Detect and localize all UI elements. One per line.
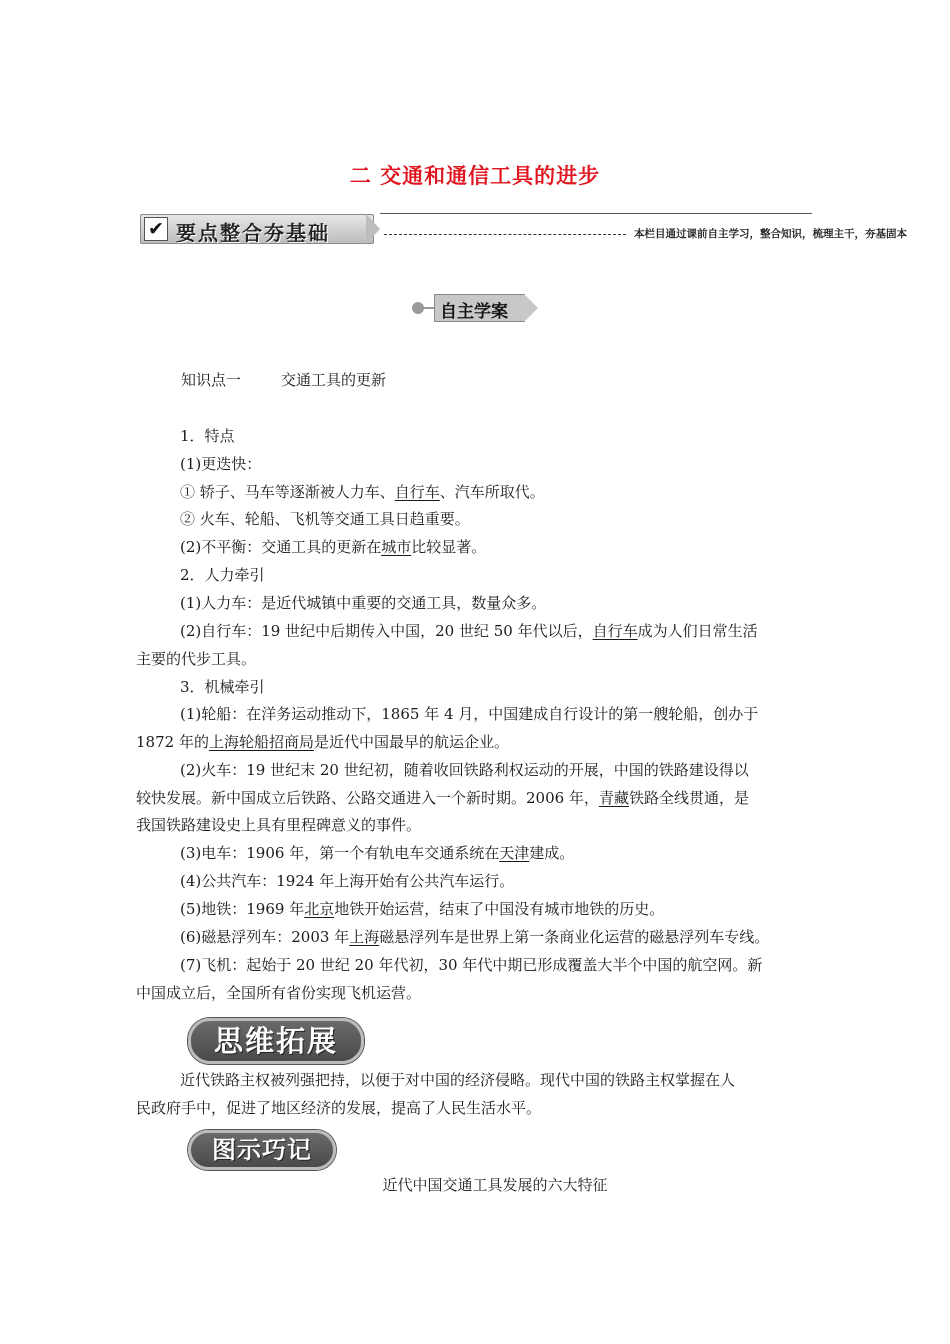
section-3-g-cont: 中国成立后，全国所有省份实现飞机运营。 bbox=[136, 984, 422, 1002]
section-3-e bbox=[180, 899, 664, 919]
banner-rule bbox=[380, 213, 812, 214]
section-banner bbox=[140, 212, 907, 246]
banner-note: 本栏目通过课前自主学习，整合知识，梳理主干，夯基固本 bbox=[634, 228, 907, 240]
section-3-d: (4)公共汽车：1924 年上海开始有公共汽车运行。 bbox=[180, 872, 515, 890]
text: (3)电车：1906 年，第一个有轨电车交通系统在 bbox=[180, 844, 500, 862]
knowledge-point-number: 知识点一 bbox=[181, 371, 242, 389]
section-3-c bbox=[180, 843, 574, 863]
section-2-title: 2．人力牵引 bbox=[180, 566, 265, 584]
text: 是近代中国最早的航运企业。 bbox=[313, 733, 509, 751]
text: (2)不平衡：交通工具的更新在 bbox=[180, 538, 382, 556]
section-1-a: (1)更迭快： bbox=[180, 455, 262, 473]
text: 、汽车所取代。 bbox=[439, 483, 545, 501]
answer-blank: 上海轮船招商局 bbox=[208, 733, 314, 751]
section-3-a-cont bbox=[136, 732, 509, 752]
text: 地铁开始运营，结束了中国没有城市地铁的历史。 bbox=[334, 900, 665, 918]
text: 成为人们日常生活 bbox=[637, 622, 758, 640]
extension-line-1: 近代铁路主权被列强把持，以便于对中国的经济侵略。现代中国的铁路主权掌握在人 bbox=[180, 1071, 736, 1089]
section-1-b bbox=[180, 537, 486, 557]
extension-line-2: 民政府手中，促进了地区经济的发展，提高了人民生活水平。 bbox=[136, 1099, 542, 1117]
section-1-title: 1．特点 bbox=[180, 427, 235, 445]
check-icon: ✔ bbox=[144, 217, 168, 241]
section-3-b-cont2: 我国铁路建设史上具有里程碑意义的事件。 bbox=[136, 816, 422, 834]
text: 建成。 bbox=[529, 844, 575, 862]
text: (6)磁悬浮列车：2003 年 bbox=[180, 928, 350, 946]
knowledge-point-topic: 交通工具的更新 bbox=[281, 371, 387, 389]
answer-blank: 自行车 bbox=[394, 483, 440, 501]
banner-band-tail bbox=[366, 214, 380, 244]
diagram-badge: 图示巧记 bbox=[188, 1130, 336, 1170]
section-3-g: (7)飞机：起始于 20 世纪 20 年代初，30 年代中期已形成覆盖大半个中国的航空网。新 bbox=[180, 956, 763, 974]
section-3-b-cont bbox=[136, 788, 749, 808]
text: 磁悬浮列车是世界上第一条商业化运营的磁悬浮列车专线。 bbox=[379, 928, 770, 946]
section-1-a2: ② 火车、轮船、飞机等交通工具日趋重要。 bbox=[180, 510, 470, 528]
diagram-caption: 近代中国交通工具发展的六大特征 bbox=[382, 1176, 608, 1194]
subhead-label: 自主学案 bbox=[440, 302, 508, 322]
subhead-tag bbox=[412, 292, 538, 324]
extension-badge: 思维拓展 bbox=[188, 1018, 364, 1064]
text: 1872 年的 bbox=[136, 733, 209, 751]
section-1-a1 bbox=[180, 482, 545, 502]
answer-blank: 青藏 bbox=[598, 789, 629, 807]
answer-blank: 天津 bbox=[499, 844, 530, 862]
answer-blank: 上海 bbox=[349, 928, 380, 946]
text: 铁路全线贯通，是 bbox=[628, 789, 749, 807]
answer-blank: 城市 bbox=[381, 538, 412, 556]
banner-dash-leader bbox=[384, 234, 626, 235]
text: 比较显著。 bbox=[411, 538, 487, 556]
text: (2)自行车：19 世纪中后期传入中国，20 世纪 50 年代以后， bbox=[180, 622, 593, 640]
banner-label: 要点整合夯基础 bbox=[176, 221, 330, 245]
text: ① 轿子、马车等逐渐被人力车、 bbox=[180, 483, 395, 501]
knowledge-point-heading bbox=[181, 370, 386, 390]
section-2-a: (1)人力车：是近代城镇中重要的交通工具，数量众多。 bbox=[180, 594, 547, 612]
answer-blank: 自行车 bbox=[592, 622, 638, 640]
text: 较快发展。新中国成立后铁路、公路交通进入一个新时期。2006 年， bbox=[136, 789, 599, 807]
section-3-b: (2)火车：19 世纪末 20 世纪初，随着收回铁路利权运动的开展，中国的铁路建设得以 bbox=[180, 761, 749, 779]
section-3-f bbox=[180, 927, 769, 947]
section-3-a: (1)轮船：在洋务运动推动下，1865 年 4 月，中国建成自行设计的第一艘轮船，创办于 bbox=[180, 705, 759, 723]
text: (5)地铁：1969 年 bbox=[180, 900, 305, 918]
page-title: 二 交通和通信工具的进步 bbox=[349, 164, 601, 188]
answer-blank: 北京 bbox=[304, 900, 335, 918]
section-2-b-cont: 主要的代步工具。 bbox=[136, 650, 257, 668]
section-2-b bbox=[180, 621, 758, 641]
subhead-arrow bbox=[524, 294, 538, 322]
section-3-title: 3．机械牵引 bbox=[180, 678, 265, 696]
